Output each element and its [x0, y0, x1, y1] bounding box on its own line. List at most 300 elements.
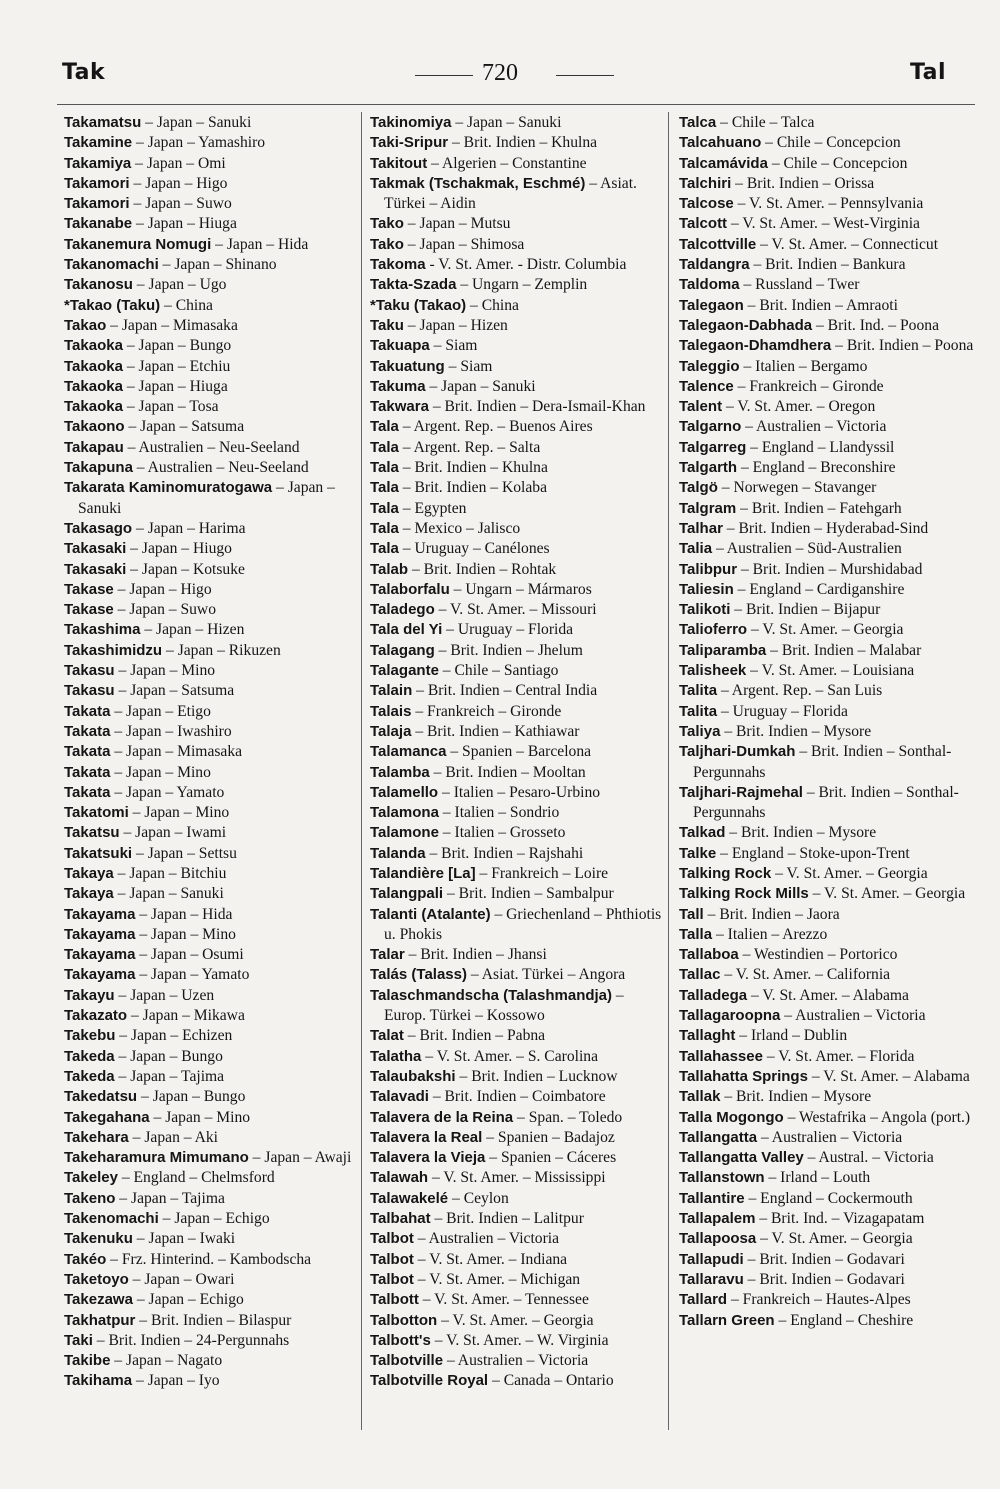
entry-location: – Norwegen – Stavanger [717, 479, 877, 497]
entry-headword: Tallagaroopna [679, 1007, 781, 1025]
entry-headword: Takapau [64, 438, 124, 456]
entry-location: – Japan – Hiuga [132, 215, 237, 233]
entry-location: – Frankreich – Gironde [733, 377, 884, 395]
entry-location: – V. St. Amer. – Missouri [434, 601, 597, 619]
gazetteer-entry [370, 620, 667, 640]
gazetteer-entry [64, 357, 360, 377]
gazetteer-entry [64, 478, 360, 519]
gazetteer-entry [679, 1270, 975, 1290]
entry-headword: Takatsuki [64, 844, 133, 862]
entry-headword: Tall [679, 905, 704, 923]
gazetteer-entry [64, 255, 360, 275]
entry-location: – V. St. Amer. – Michigan [413, 1270, 581, 1288]
gazetteer-entry [370, 1270, 667, 1290]
gazetteer-entry [64, 1371, 360, 1391]
gazetteer-entry [64, 235, 360, 255]
entry-location: – V. St. Amer. – Georgia [771, 864, 928, 882]
entry-headword: Takegahana [64, 1108, 150, 1126]
entry-location: – Ceylon [448, 1189, 509, 1207]
gazetteer-entry [64, 783, 360, 803]
entry-location: – Siam [444, 357, 493, 375]
entry-location: – V. St. Amer. – Florida [762, 1047, 915, 1065]
running-head-right: Tal [909, 60, 946, 85]
entry-location: – Brit. Indien – Central India [412, 682, 598, 700]
entry-headword: Takihama [64, 1372, 133, 1390]
entry-location: – Brit. Indien – Mooltan [429, 763, 586, 781]
gazetteer-entry [679, 1148, 975, 1168]
entry-headword: Taliparamba [679, 641, 767, 659]
entry-headword: Talgram [679, 499, 737, 517]
gazetteer-entry [64, 113, 360, 133]
entry-location: – Spanien – Barcelona [446, 743, 592, 761]
entry-location: – Japan – Sanuki [451, 114, 562, 131]
entry-location: – Argent. Rep. – Buenos Aires [398, 418, 593, 436]
gazetteer-entry [64, 316, 360, 336]
gazetteer-entry [64, 174, 360, 194]
entry-headword: Talawah [370, 1169, 429, 1187]
entry-headword: Takata [64, 763, 111, 781]
entry-location: – Chile – Concepcion [761, 134, 901, 152]
gazetteer-entry [64, 1331, 360, 1351]
entry-headword: Takanosu [64, 276, 133, 294]
entry-headword: Talaja [370, 722, 412, 740]
entry-headword: Takasaki [64, 540, 127, 558]
entry-headword: Talawakelé [370, 1189, 449, 1207]
entry-headword: Takayama [64, 966, 136, 984]
entry-location: – Frz. Hinterind. – Kambodscha [106, 1250, 312, 1268]
gazetteer-entry [370, 417, 667, 437]
gazetteer-entry [370, 154, 667, 174]
gazetteer-entry [370, 357, 667, 377]
gazetteer-entry [64, 742, 360, 762]
entry-headword: Takhatpur [64, 1311, 136, 1329]
gazetteer-entry [370, 986, 667, 1027]
entry-location: – Brit. Indien – Mysore [720, 1088, 872, 1106]
gazetteer-entry [679, 823, 975, 843]
entry-headword: Tallac [679, 966, 721, 984]
gazetteer-entry [370, 336, 667, 356]
entry-location: - V. St. Amer. - Distr. Columbia [425, 256, 627, 274]
entry-headword: Taldoma [679, 276, 740, 294]
entry-location: – Russland – Twer [739, 276, 860, 294]
entry-headword: Tallaravu [679, 1270, 744, 1288]
entry-headword: Taki-Sripur [370, 134, 449, 152]
gazetteer-entry [64, 722, 360, 742]
entry-location: – Span. – Toledo [513, 1108, 623, 1126]
entry-headword: Taketoyo [64, 1270, 129, 1288]
gazetteer-entry [679, 661, 975, 681]
gazetteer-entry [679, 1229, 975, 1249]
entry-headword: Talavera la Vieja [370, 1149, 486, 1167]
entry-headword: Takase [64, 580, 114, 598]
entry-location: – Japan – Mino [110, 763, 211, 781]
gazetteer-entry [370, 823, 667, 843]
entry-location: – Japan – Sanuki [425, 377, 536, 395]
entry-location: – Brit. Indien – Jhelum [434, 641, 583, 659]
entry-headword: Talcottville [679, 235, 757, 253]
entry-headword: Takapuna [64, 459, 133, 477]
entry-location: – Japan – Sanuki [141, 114, 252, 131]
entry-headword: Takasu [64, 682, 115, 700]
entry-headword: Takaoka [64, 337, 123, 355]
gazetteer-entry [370, 275, 667, 295]
entry-location: – Brit. Indien – Sambalpur [443, 885, 614, 903]
entry-location: – Japan – Mikawa [127, 1007, 245, 1025]
gazetteer-entry [370, 1148, 667, 1168]
entry-headword: Taliya [679, 722, 721, 740]
entry-headword: Takoma [370, 256, 426, 274]
gazetteer-entry [64, 1006, 360, 1026]
entry-location: – Brit. Indien – 24-Pergunnahs [92, 1331, 290, 1349]
entry-headword: Takaoka [64, 357, 123, 375]
column-divider [668, 112, 669, 1430]
entry-headword: Tallanstown [679, 1169, 765, 1187]
entry-headword: Tala [370, 519, 399, 537]
entry-location: – England – Llandyssil [746, 438, 895, 456]
column-3 [679, 113, 975, 1331]
entry-headword: Talamanca [370, 743, 447, 761]
entry-headword: Takasu [64, 662, 115, 680]
entry-headword: Taku [370, 316, 404, 334]
entry-location: – V. St. Amer. – Louisiana [746, 662, 915, 680]
gazetteer-entry [679, 783, 975, 824]
entry-headword: Takazato [64, 1007, 128, 1025]
entry-headword: Takenomachi [64, 1210, 159, 1228]
entry-headword: Talanda [370, 844, 426, 862]
entry-location: – V. St. Amer. – Connecticut [756, 235, 939, 253]
entry-headword: Tala [370, 418, 399, 436]
entry-headword: Takeno [64, 1189, 116, 1207]
gazetteer-entry [370, 681, 667, 701]
page-number: 720 [482, 60, 518, 86]
entry-location: – Italien – Grosseto [438, 824, 566, 842]
entry-location: – V. St. Amer. – Indiana [413, 1250, 568, 1268]
entry-location: – Brit. Indien – Rajshahi [425, 844, 584, 862]
entry-headword: Takuapa [370, 337, 430, 355]
entry-location: – Italien – Bergamo [739, 357, 868, 375]
entry-location: – Frankreich – Loire [475, 864, 609, 882]
gazetteer-entry [679, 905, 975, 925]
gazetteer-entry [679, 620, 975, 640]
entry-headword: Talar [370, 946, 405, 964]
entry-location: – Japan – Omi [131, 154, 226, 172]
entry-location: – Japan – Yamato [135, 966, 250, 984]
entry-location: – Brit. Indien – Lucknow [455, 1067, 618, 1085]
entry-location: – V. St. Amer. – Georgia [808, 885, 966, 903]
entry-location: – V. St. Amer. – S. Carolina [421, 1047, 599, 1065]
gazetteer-entry [370, 214, 667, 234]
entry-headword: Talegaon-Dabhada [679, 316, 813, 334]
entry-location: – Australien – Neu-Seeland [132, 459, 309, 477]
entry-location: – Italien – Arezzo [712, 925, 828, 943]
gazetteer-entry [370, 702, 667, 722]
gazetteer-entry [64, 702, 360, 722]
entry-location: – Brit. Indien – Godavari [743, 1250, 905, 1268]
entry-location: – Japan – Mimasaka [110, 743, 243, 761]
entry-location: – V. St. Amer. – Georgia [437, 1311, 594, 1329]
entry-location: – Brit. Indien – Malabar [766, 641, 922, 659]
gazetteer-entry [679, 478, 975, 498]
entry-headword: Talamello [370, 783, 439, 801]
gazetteer-entry [370, 1331, 667, 1351]
gazetteer-entry [64, 438, 360, 458]
entry-headword: Takamiya [64, 154, 132, 172]
entry-headword: Talcamávida [679, 154, 768, 172]
entry-headword: Takaoka [64, 398, 123, 416]
entry-location: – Spanien – Badajoz [482, 1128, 615, 1146]
entry-location: – England – Cockermouth [744, 1189, 913, 1207]
column-2 [370, 113, 667, 1392]
gazetteer-entry [679, 296, 975, 316]
entry-headword: Takatomi [64, 804, 129, 822]
gazetteer-entry [679, 844, 975, 864]
entry-location: – Uruguay – Florida [717, 702, 848, 720]
entry-location: – Chile – Santiago [438, 662, 559, 680]
entry-headword: Taleggio [679, 357, 740, 375]
gazetteer-entry [64, 1148, 360, 1168]
gazetteer-entry [370, 113, 667, 133]
gazetteer-entry [64, 661, 360, 681]
entry-location: – V. St. Amer. – Oregon [722, 398, 876, 416]
entry-headword: Takéo [64, 1250, 107, 1268]
entry-headword: Talbahat [370, 1210, 431, 1228]
gazetteer-entry [679, 965, 975, 985]
entry-location: – Japan – Suwo [113, 601, 216, 619]
entry-location: – Europ. Türkei – Kossowo [384, 986, 624, 1025]
gazetteer-entry [679, 438, 975, 458]
entry-headword: Takmak (Tschakmak, Eschmé) [370, 174, 586, 192]
gazetteer-entry [370, 661, 667, 681]
entry-headword: Talbott [370, 1291, 419, 1309]
entry-location: – Japan – Awaji [248, 1149, 352, 1167]
entry-location: – Argent. Rep. – San Luis [717, 682, 883, 700]
entry-location: – Egypten [398, 499, 467, 517]
entry-headword: Talita [679, 682, 718, 700]
header-rule [57, 104, 975, 105]
entry-headword: Tala [370, 540, 399, 558]
gazetteer-entry [370, 1229, 667, 1249]
entry-location: – Brit. Indien – Bilaspur [135, 1311, 292, 1329]
gazetteer-entry [679, 1026, 975, 1046]
gazetteer-entry [370, 539, 667, 559]
gazetteer-entry [64, 377, 360, 397]
entry-headword: Talat [370, 1027, 404, 1045]
gazetteer-entry [679, 742, 975, 783]
entry-location: – Westindien – Portorico [738, 946, 898, 964]
gazetteer-entry [64, 945, 360, 965]
entry-headword: *Taku (Takao) [370, 296, 467, 314]
gazetteer-entry [370, 965, 667, 985]
gazetteer-entry [679, 539, 975, 559]
gazetteer-entry [370, 742, 667, 762]
entry-headword: Talaubakshi [370, 1067, 456, 1085]
entry-headword: Talamone [370, 824, 439, 842]
entry-headword: Talatha [370, 1047, 422, 1065]
running-head-left: Tak [62, 60, 106, 85]
gazetteer-entry [370, 1108, 667, 1128]
gazetteer-entry [370, 397, 667, 417]
entry-location: – V. St. Amer. – Mississippi [428, 1169, 606, 1187]
gazetteer-entry [64, 214, 360, 234]
gazetteer-entry [64, 1108, 360, 1128]
gazetteer-entry [370, 1209, 667, 1229]
entry-headword: Takayama [64, 946, 136, 964]
gazetteer-entry [370, 296, 667, 316]
entry-location: – Brit. Indien – Fatehgarh [736, 499, 902, 517]
entry-headword: Talla [679, 925, 713, 943]
gazetteer-entry [679, 1047, 975, 1067]
gazetteer-entry [370, 1290, 667, 1310]
entry-location: – Chile – Concepcion [767, 154, 908, 172]
gazetteer-entry [679, 580, 975, 600]
entry-headword: Tallaboa [679, 946, 739, 964]
entry-headword: Takuma [370, 377, 426, 395]
gazetteer-entry [64, 1047, 360, 1067]
entry-location: – Italien – Sondrio [438, 804, 560, 822]
entry-location: – Australien – Neu-Seeland [123, 438, 300, 456]
entry-location: – V. St. Amer. – Alabama [747, 986, 909, 1004]
entry-location: – Japan – Echigo [158, 1210, 270, 1228]
entry-headword: Talita [679, 702, 718, 720]
entry-location: – Irland – Louth [764, 1169, 871, 1187]
entry-headword: Talla Mogongo [679, 1108, 784, 1126]
gazetteer-entry [679, 397, 975, 417]
entry-location: – Japan – Iyo [132, 1372, 220, 1390]
gazetteer-entry [679, 458, 975, 478]
gazetteer-entry [679, 357, 975, 377]
entry-location: – Japan – Harima [132, 519, 246, 537]
gazetteer-entry [679, 945, 975, 965]
entry-headword: Takedatsu [64, 1088, 138, 1106]
entry-location: – Japan – Bitchiu [113, 864, 227, 882]
entry-location: – Chile – Talca [716, 114, 815, 131]
entry-headword: Talhar [679, 519, 723, 537]
gazetteer-entry [370, 884, 667, 904]
gazetteer-entry [64, 539, 360, 559]
gazetteer-entry [370, 478, 667, 498]
entry-headword: Takezawa [64, 1291, 133, 1309]
entry-location: – V. St. Amer. – Georgia [756, 1230, 913, 1248]
entry-headword: Tala [370, 438, 399, 456]
entry-headword: Talbotville [370, 1352, 444, 1370]
entry-headword: Takase [64, 601, 114, 619]
entry-location: – Japan – Tosa [122, 398, 219, 416]
gazetteer-entry [370, 803, 667, 823]
entry-location: – Japan – Nagato [110, 1352, 223, 1370]
entry-headword: Takaya [64, 885, 114, 903]
gazetteer-entry [370, 1311, 667, 1331]
gazetteer-entry [679, 1290, 975, 1310]
gazetteer-entry [679, 417, 975, 437]
entry-headword: Talamba [370, 763, 430, 781]
gazetteer-entry [64, 905, 360, 925]
gazetteer-entry [64, 844, 360, 864]
entry-location: – Brit. Indien – Bankura [749, 256, 906, 274]
entry-headword: Takaya [64, 864, 114, 882]
entry-location: – Japan – Yamashiro [132, 134, 266, 152]
gazetteer-entry [64, 336, 360, 356]
gazetteer-entry [679, 519, 975, 539]
gazetteer-entry [679, 377, 975, 397]
gazetteer-entry [679, 1250, 975, 1270]
gazetteer-entry [679, 1087, 975, 1107]
entry-headword: Talent [679, 398, 723, 416]
gazetteer-entry [370, 1351, 667, 1371]
entry-location: – Japan – Sanuki [113, 885, 224, 903]
entry-headword: Takibe [64, 1352, 111, 1370]
entry-headword: Takamori [64, 174, 130, 192]
entry-location: – Japan – Hiugo [126, 540, 232, 558]
entry-location: – Brit. Indien – Godavari [743, 1270, 905, 1288]
entry-headword: Takayama [64, 925, 136, 943]
entry-headword: Takamine [64, 134, 133, 152]
gazetteer-entry [64, 1168, 360, 1188]
gazetteer-entry [64, 275, 360, 295]
entry-headword: Tallak [679, 1088, 721, 1106]
gazetteer-entry [679, 1067, 975, 1087]
gazetteer-entry [679, 600, 975, 620]
gazetteer-entry [679, 722, 975, 742]
entry-headword: Takanemura Nomugi [64, 235, 212, 253]
entry-headword: Talladega [679, 986, 748, 1004]
entry-headword: Takta-Szada [370, 276, 457, 294]
entry-location: – Japan – Rikuzen [162, 641, 281, 659]
column-divider [361, 112, 362, 1430]
entry-location: – Asiat. Türkei – Angora [467, 966, 626, 984]
entry-location: – Argent. Rep. – Salta [398, 438, 541, 456]
entry-location: – Japan – Satsuma [124, 418, 245, 436]
gazetteer-entry [679, 1168, 975, 1188]
entry-headword: Takata [64, 722, 111, 740]
entry-headword: Tallard [679, 1291, 728, 1309]
entry-headword: Talavera la Real [370, 1128, 483, 1146]
gazetteer-entry [64, 1229, 360, 1249]
entry-headword: Talbot [370, 1250, 414, 1268]
gazetteer-entry [370, 641, 667, 661]
gazetteer-entry [679, 1128, 975, 1148]
gazetteer-entry [370, 580, 667, 600]
gazetteer-entry [370, 235, 667, 255]
gazetteer-entry [679, 133, 975, 153]
entry-location: – Ungarn – Mármaros [449, 580, 592, 598]
entry-location: – Australien – Victoria [741, 418, 887, 436]
entry-headword: Takaoka [64, 377, 123, 395]
entry-location: – V. St. Amer. – California [720, 966, 891, 984]
gazetteer-entry [679, 986, 975, 1006]
entry-headword: Takanabe [64, 215, 133, 233]
gazetteer-entry [64, 397, 360, 417]
entry-headword: Takaono [64, 418, 125, 436]
entry-headword: Tala del Yi [370, 621, 443, 639]
gazetteer-entry [370, 1371, 667, 1391]
gazetteer-entry [370, 316, 667, 336]
entry-location: – Mexico – Jalisco [398, 519, 521, 537]
gazetteer-entry [64, 1290, 360, 1310]
entry-location: – Ungarn – Zemplin [456, 276, 588, 294]
gazetteer-entry [370, 945, 667, 965]
entry-location: – V. St. Amer. – West-Virginia [727, 215, 920, 233]
entry-location: – Japan – Hida [211, 235, 309, 253]
gazetteer-entry [370, 1087, 667, 1107]
entry-location: – England – Stoke-upon-Trent [716, 844, 910, 862]
entry-headword: Talagante [370, 662, 439, 680]
entry-headword: Tallapoosa [679, 1230, 757, 1248]
entry-headword: Takarata Kaminomuratogawa [64, 479, 273, 497]
entry-location: – Brit. Indien – Amraoti [743, 296, 898, 314]
gazetteer-entry [370, 377, 667, 397]
entry-headword: Taki [64, 1331, 93, 1349]
gazetteer-entry [370, 174, 667, 215]
